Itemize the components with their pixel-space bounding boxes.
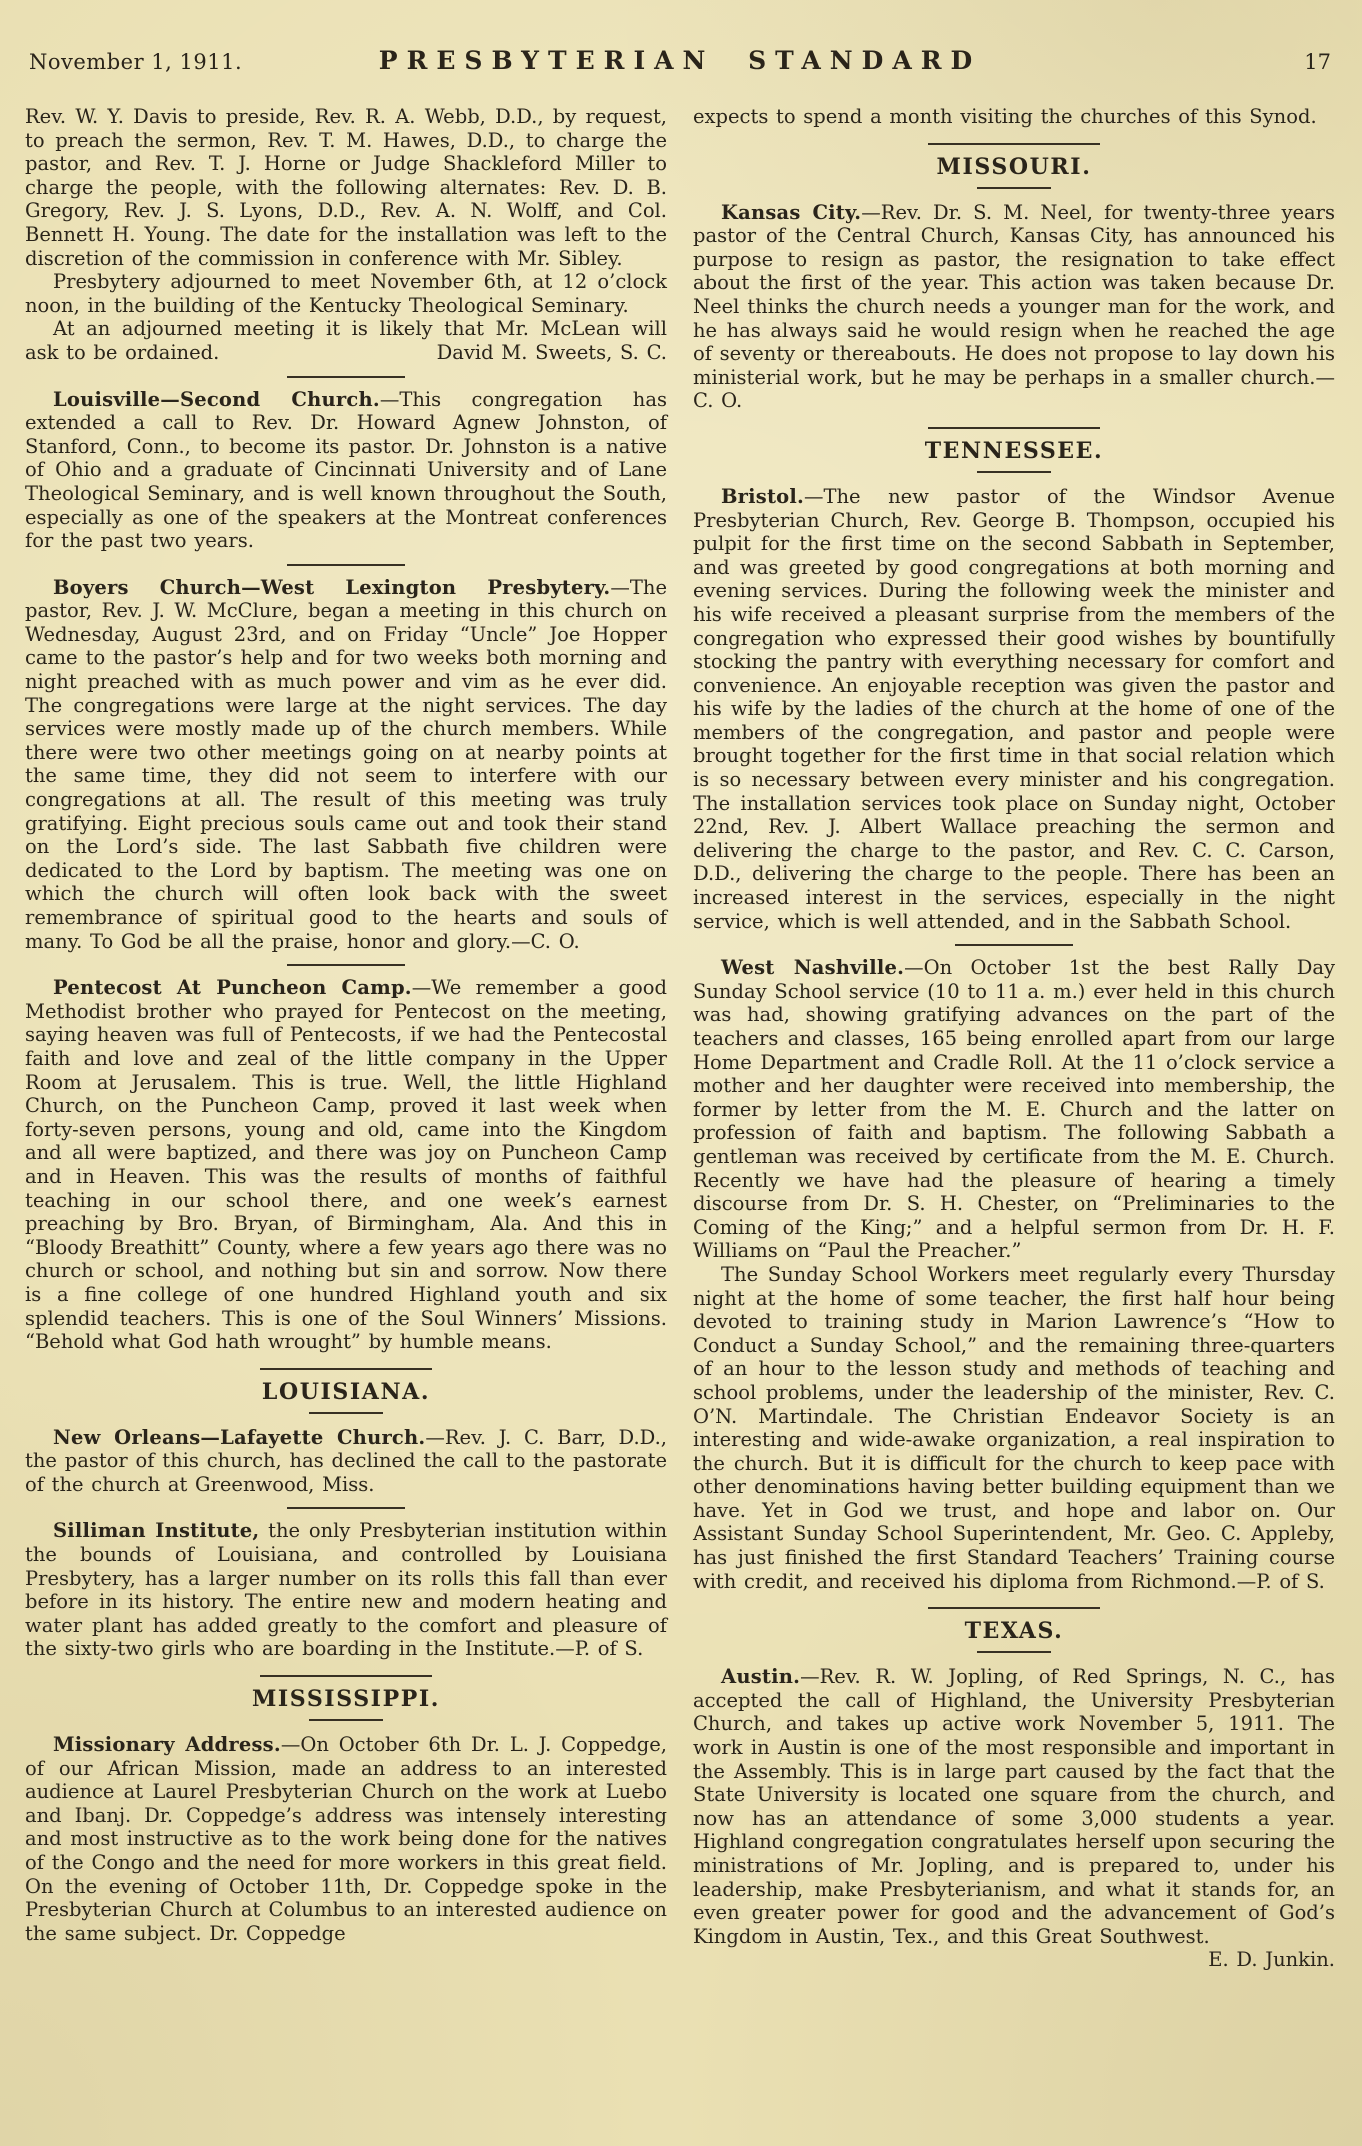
item-text: —The new pastor of the Windsor Avenue Presbyterian Church, Rev. George B. Thompson, occupied his pulpit for the first time on the second Sabbath in September, and was greeted by good congregations at both morning and evening services. During the following week the minister and his wife received a pleasant surprise from the members of the congregation who expressed their good wishes by bountifully stocking the pantry with everything necessary for comfort and convenience. An enjoyable reception was given the pastor and his wife by the ladies of the church at the home of one of the members of the congregation, and pastor and people were brought together for the first time in that social relation which is so necessary between every minister and his congregation. The installation services took place on Sunday night, October 22nd, Rev. J. Albert Wallace preaching the sermon and delivering the charge to the pastor, and Rev. C. C. Carson, D.D., delivering the charge to the people. There has been an increased interest in the services, especially in the night service, which is well attended, and in the Sabbath School. bbox=[693, 484, 1335, 933]
divider-rule bbox=[309, 1412, 383, 1414]
paragraph-continuation: Rev. W. Y. Davis to preside, Rev. R. A. Webb, D.D., by request, to preach the sermon, Rev. T. M. Hawes, D.D., to charge the pastor, and Rev. T. J. Horne or Judge Shackleford Miller to charge the people, with the following alternates: Rev. D. B. Gregory, Rev. J. S. Lyons, D.D., Rev. A. N. Wolff, and Col. Bennett H. Young. The date for the installation was left to the discretion of the commission in conference with Mr. Sibley. bbox=[25, 105, 667, 270]
section-louisiana bbox=[25, 1368, 667, 1414]
divider-rule bbox=[928, 427, 1100, 429]
item-lead: Kansas City. bbox=[721, 200, 862, 224]
item-text: —On October 1st the best Rally Day Sunday School service (10 to 11 a. m.) ever held in this church was had, showing gratifying advances on the part of the teachers and classes, 165 being enrolled apart from our large Home Department and Cradle Roll. At the 11 o’clock service a mother and her daughter were received into membership, the former by letter from the M. E. Church and the latter on profession of faith and baptism. The following Sabbath a gentleman was received by certificate from the M. E. Church. Recently we have had the pleasure of hearing a timely discourse from Dr. S. H. Chester, on “Preliminaries to the Coming of the King;” and a helpful sermon from Dr. H. F. Williams on “Paul the Preacher.” bbox=[693, 956, 1336, 1263]
news-item-pentecost bbox=[25, 976, 667, 1354]
item-text: —This congregation has extended a call to Rev. Dr. Howard Agnew Johnston, of Stanford, Conn., to become its pastor. Dr. Johnston is a native of Ohio and a graduate of Cincinnati University and of Lane Theological Seminary, and is well known throughout the South, especially as one of the speakers at the Montreat conferences for the past two years. bbox=[25, 387, 667, 553]
signature: E. D. Junkin. bbox=[1208, 1948, 1335, 1972]
item-lead: West Nashville. bbox=[721, 956, 905, 980]
item-lead: Boyers Church—West Lexington Presbytery. bbox=[53, 575, 611, 599]
divider-rule bbox=[309, 1719, 383, 1721]
item-text: —The pastor, Rev. J. W. McClure, began a meeting in this church on Wednesday, August 23rd, and on Friday “Uncle” Joe Hopper came to the pastor’s help and for two weeks both morning and night preached with as much power and vim as he ever did. The congregations were large at the night services. The day services were mostly made up of the church members. While there were two other meetings going on at nearby points at the same time, they did not seem to interfere with our congregations at all. The result of this meeting was truly gratifying. Eight precious souls came out and took their stand on the Lord’s side. The last Sabbath five children were dedicated to the Lord by baptism. The meeting was one on which the church will often look back with the sweet remembrance of spiritual good to the hearts and souls of many. To God be all the praise, honor and glory.—C. O. bbox=[25, 575, 667, 953]
signature: David M. Sweets, S. C. bbox=[436, 340, 667, 364]
paragraph-text: At an adjourned meeting it is likely that Mr. McLean will ask to be ordained. bbox=[25, 317, 667, 364]
divider-rule bbox=[928, 1607, 1100, 1609]
paragraph: Presbytery adjourned to meet November 6th, at 12 o’clock noon, in the building of the Kentucky Theological Seminary. bbox=[25, 270, 667, 317]
section-tennessee bbox=[693, 427, 1335, 473]
page-header bbox=[29, 46, 1331, 75]
item-text: —On October 6th Dr. L. J. Coppedge, of our African Mission, made an address to an interested audience at Laurel Presbyterian Church on the work at Luebo and Ibanj. Dr. Coppedge’s address was intensely interesting and most instructive as to the work being done for the natives of the Congo and the need for more workers in this great field. On the evening of October 11th, Dr. Coppedge spoke in the Presbyterian Church at Columbus to an interested audience on the same subject. Dr. Coppedge bbox=[25, 1733, 667, 1945]
section-texas bbox=[693, 1607, 1335, 1653]
item-text: —We remember a good Methodist brother who prayed for Pentecost on the meeting, saying heaven was full of Pentecosts, if we had the Pentecostal faith and love and zeal of the little company in the Upper Room at Jerusalem. This is true. Well, the little Highland Church, on the Puncheon Camp, proved it last week when forty-seven persons, young and old, came into the Kingdom and all were baptized, and there was joy on Puncheon Camp and in Heaven. This was the results of months of faithful teaching in our school there, and one week’s earnest preaching by Bro. Bryan, of Birmingham, Ala. And this in “Bloody Breathitt” County, where a few years ago there was no church or school, and nothing but sin and sorrow. Now there is a fine college of one hundred Highland youth and six splendid teachers. This is one of the Soul Winners’ Missions. “Behold what God hath wrought” by humble means. bbox=[25, 976, 668, 1354]
section-missouri bbox=[693, 143, 1335, 189]
divider-rule bbox=[287, 376, 405, 378]
section-heading: TENNESSEE. bbox=[924, 437, 1104, 464]
item-lead: Pentecost At Puncheon Camp. bbox=[53, 976, 412, 1000]
item-lead: New Orleans—Lafayette Church. bbox=[53, 1425, 426, 1449]
news-item-louisville bbox=[25, 388, 667, 553]
right-column bbox=[693, 105, 1335, 1972]
divider-rule bbox=[955, 944, 1073, 946]
issue-date: November 1, 1911. bbox=[29, 50, 243, 74]
item-lead: Bristol. bbox=[721, 484, 804, 508]
item-lead: Missionary Address. bbox=[53, 1733, 281, 1757]
news-item-new-orleans bbox=[25, 1426, 667, 1497]
page-number: 17 bbox=[1304, 50, 1331, 74]
item-text: the only Presbyterian institution within the bounds of Louisiana, and controlled by Louisiana Presbytery, has a larger number on its rolls this fall than ever before in its history. The entire new and modern heating and water plant has added greatly to the comfort and pleasure of the sixty-two girls who are boarding in the Institute.—P. of S. bbox=[25, 1519, 667, 1661]
paragraph: The Sunday School Workers meet regularly every Thursday night at the home of some teacher, the first half hour being devoted to training study in Marion Lawrence’s “How to Conduct a Sunday School,” and the remaining three-quarters of an hour to the lesson study and methods of teaching and school problems, under the leadership of the minister, Rev. C. O’N. Martindale. The Christian Endeavor Society is an interesting and wide-awake organization, a real inspiration to the church. But it is difficult for the church to keep pace with other denominations having better building equipment than we have. Yet in God we trust, and hope and labor on. Our Assistant Sunday School Superintendent, Mr. Geo. C. Appleby, has just finished the first Standard Teachers’ Training course with credit, and received his diploma from Richmond.—P. of S. bbox=[693, 1262, 1335, 1593]
divider-rule bbox=[977, 1651, 1051, 1653]
masthead-title: PRESBYTERIAN STANDARD bbox=[378, 46, 982, 75]
news-item-bristol bbox=[693, 485, 1335, 933]
divider-rule bbox=[287, 1507, 405, 1509]
news-item-austin bbox=[693, 1665, 1335, 1972]
section-mississippi bbox=[25, 1675, 667, 1721]
left-column bbox=[25, 105, 667, 1972]
news-item-boyers-church bbox=[25, 576, 667, 954]
divider-rule bbox=[260, 1368, 432, 1370]
item-lead: Austin. bbox=[721, 1665, 801, 1689]
section-heading: LOUISIANA. bbox=[261, 1378, 431, 1405]
divider-rule bbox=[260, 1675, 432, 1677]
news-item-kansas-city bbox=[693, 201, 1335, 413]
item-text: —Rev. J. C. Barr, D.D., the pastor of this church, has declined the call to the pastorate of the church at Greenwood, Miss. bbox=[25, 1425, 667, 1496]
divider-rule bbox=[287, 964, 405, 966]
news-item-silliman-institute bbox=[25, 1519, 667, 1661]
paragraph-with-signature bbox=[25, 317, 667, 364]
news-item-west-nashville bbox=[693, 956, 1335, 1263]
item-text: —Rev. Dr. S. M. Neel, for twenty-three years pastor of the Central Church, Kansas City, has announced his purpose to resign as pastor, the resignation to take effect about the first of the year. This action was taken because Dr. Neel thinks the church needs a younger man for the work, and he has always said he would resign when he reached the age of seventy or thereabouts. He does not propose to lay down his ministerial work, but he may be perhaps in a smaller church.—C. O. bbox=[693, 200, 1335, 413]
item-text: —Rev. R. W. Jopling, of Red Springs, N. C., has accepted the call of Highland, the University Presbyterian Church, and takes up active work November 5, 1911. The work in Austin is one of the most responsible and important in the Assembly. This is in large part caused by the fact that the State University is located one square from the church, and now has an attendance of some 3,000 students a year. Highland congregation congratulates herself upon securing the ministrations of Mr. Jopling, and is prepared to, under his leadership, make Presbyterianism, and what it stands for, an even greater power for good and the advancement of God’s Kingdom in Austin, Tex., and this Great Southwest. bbox=[693, 1665, 1335, 1948]
item-lead: Louisville—Second Church. bbox=[53, 387, 380, 411]
item-lead: Silliman Institute, bbox=[53, 1519, 260, 1543]
section-heading: TEXAS. bbox=[964, 1618, 1064, 1645]
paragraph-continuation: expects to spend a month visiting the churches of this Synod. bbox=[693, 105, 1317, 128]
section-heading: MISSOURI. bbox=[936, 153, 1092, 180]
divider-rule bbox=[977, 187, 1051, 189]
article-columns bbox=[25, 105, 1335, 1972]
section-heading: MISSISSIPPI. bbox=[251, 1686, 441, 1713]
divider-rule bbox=[287, 564, 405, 566]
divider-rule bbox=[977, 471, 1051, 473]
news-item-missionary-address bbox=[25, 1733, 667, 1945]
divider-rule bbox=[928, 143, 1100, 145]
